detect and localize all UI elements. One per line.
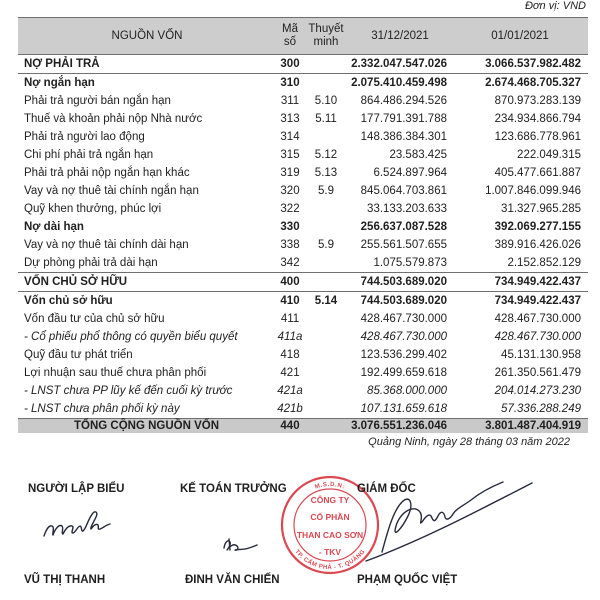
row-label: - LNST chưa PP lũy kế đến cuối kỳ trước — [24, 385, 233, 397]
row-label: Phải trả người lao động — [24, 131, 145, 143]
value-01-01-2021: 222.049.315 — [517, 149, 581, 161]
row-note — [304, 364, 348, 382]
row-code: 314 — [280, 131, 300, 143]
seal-line-4: - TKV — [318, 547, 342, 557]
table-footer — [18, 419, 588, 434]
value-01-01-2021: 392.069.277.155 — [494, 221, 581, 233]
value-01-01-2021: 734.949.422.437 — [494, 295, 581, 307]
value-31-12-2021: 23.583.425 — [389, 149, 447, 161]
row-note — [304, 74, 348, 93]
row-label: NỢ PHẢI TRẢ — [18, 55, 276, 74]
value-31-12-2021: 744.503.689.020 — [360, 295, 447, 307]
row-note: 5.13 — [314, 167, 338, 179]
value-01-01-2021: 1.007.846.099.946 — [485, 185, 581, 197]
row-note: 5.9 — [318, 185, 334, 197]
row-code: 315 — [280, 149, 300, 161]
value-31-12-2021: 428.467.730.000 — [360, 331, 447, 343]
row-label: - LNST chưa phân phối kỳ này — [24, 403, 180, 415]
row-note: 5.12 — [314, 149, 338, 161]
row-note — [304, 382, 348, 400]
value-31-12-2021: 256.637.087.528 — [360, 221, 447, 233]
seal-arc-top-text: M.S.D.N: — [314, 481, 346, 491]
company-seal — [278, 473, 382, 577]
row-code: 311 — [280, 95, 300, 107]
header-31-12-2021: 31/12/2021 — [348, 18, 452, 55]
row-code: 342 — [280, 257, 300, 269]
row-code: 411 — [280, 313, 300, 325]
row-code: 421b — [277, 403, 303, 415]
row-code: 320 — [280, 185, 300, 197]
table-row — [18, 364, 588, 382]
table-row — [18, 55, 588, 74]
row-note — [304, 254, 348, 273]
value-31-12-2021: 123.536.299.402 — [360, 349, 447, 361]
row-note: 5.14 — [314, 295, 338, 307]
signature-title-preparer: NGƯỜI LẬP BIỂU — [28, 483, 125, 495]
table-body — [18, 55, 588, 419]
table-row — [18, 400, 588, 419]
row-note — [304, 218, 348, 236]
row-label: Lợi nhuận sau thuế chưa phân phối — [24, 367, 207, 379]
signature-title-chief-accountant: KẾ TOÁN TRƯỞNG — [180, 483, 287, 495]
row-label: Vay và nợ thuê tài chính ngắn hạn — [24, 185, 199, 197]
value-31-12-2021: 744.503.689.020 — [348, 273, 452, 292]
table-header — [18, 18, 588, 55]
row-code: 319 — [280, 167, 300, 179]
row-note — [304, 55, 348, 74]
row-code: 400 — [276, 273, 304, 292]
row-code: 338 — [280, 239, 300, 251]
table-row — [18, 346, 588, 364]
row-label: Vay và nợ thuê tài chính dài hạn — [24, 239, 189, 251]
signature-preparer — [44, 512, 110, 536]
row-label: Quỹ đầu tư phát triển — [24, 349, 133, 361]
table-row — [18, 236, 588, 254]
row-code: 300 — [276, 55, 304, 74]
row-note — [304, 400, 348, 419]
value-01-01-2021: 234.934.866.794 — [494, 113, 581, 125]
value-01-01-2021: 405.477.661.887 — [494, 167, 581, 179]
table-row — [18, 74, 588, 93]
value-31-12-2021: 255.561.507.655 — [360, 239, 447, 251]
row-label: Chi phí phải trả ngắn hạn — [24, 149, 154, 161]
row-label: Thuế và khoản phải nộp Nhà nước — [24, 113, 203, 125]
value-01-01-2021: 261.350.561.479 — [494, 367, 581, 379]
value-31-12-2021: 864.486.294.526 — [360, 95, 447, 107]
row-code: 421a — [277, 385, 303, 397]
row-code: 421 — [280, 367, 300, 379]
row-note: 5.11 — [315, 113, 337, 125]
table-row — [18, 92, 588, 110]
place-date-line: Quảng Ninh, ngày 28 tháng 03 năm 2022 — [368, 436, 570, 448]
balance-sheet-table — [18, 17, 588, 433]
value-31-12-2021: 6.524.897.964 — [373, 167, 447, 179]
seal-line-2: CỔ PHẦN — [310, 512, 350, 522]
row-code: 410 — [280, 295, 300, 307]
header-code: Mã số — [276, 18, 304, 55]
row-note: 5.9 — [318, 239, 334, 251]
total-row — [18, 419, 588, 434]
seal-line-3: THAN CAO SƠN — [296, 530, 364, 540]
row-note: 5.10 — [314, 95, 338, 107]
value-31-12-2021: 192.499.659.618 — [360, 367, 447, 379]
table-row — [18, 382, 588, 400]
table-row — [18, 200, 588, 218]
header-01-01-2021: 01/01/2021 — [452, 18, 588, 55]
row-label: Nợ dài hạn — [24, 221, 84, 233]
row-note — [304, 273, 348, 292]
total-code: 440 — [276, 419, 304, 434]
table-row — [18, 164, 588, 182]
row-label: Vốn chủ sở hữu — [24, 295, 113, 307]
row-code: 418 — [280, 349, 300, 361]
signature-name-preparer: VŨ THỊ THANH — [24, 574, 106, 586]
row-code: 322 — [280, 203, 300, 215]
table-row — [18, 218, 588, 236]
header-note: Thuyết minh — [304, 18, 348, 55]
row-label: Nợ ngắn hạn — [24, 77, 95, 89]
value-01-01-2021: 870.973.283.139 — [494, 95, 581, 107]
seal-line-1: CÔNG TY — [310, 495, 350, 505]
total-label: TỔNG CỘNG NGUỒN VỐN — [18, 419, 276, 434]
row-code: 411a — [277, 331, 303, 343]
total-value-31-12-2021: 3.076.551.236.046 — [348, 419, 452, 434]
row-note — [304, 200, 348, 218]
signature-title-director: GIÁM ĐỐC — [357, 483, 416, 495]
value-31-12-2021: 2.332.047.547.026 — [348, 55, 452, 74]
row-code: 330 — [280, 221, 300, 233]
value-31-12-2021: 177.791.391.788 — [360, 113, 447, 125]
value-31-12-2021: 148.386.384.301 — [360, 131, 447, 143]
row-label: - Cổ phiếu phổ thông có quyền biểu quyết — [24, 331, 238, 343]
table-row — [18, 254, 588, 273]
value-31-12-2021: 845.064.703.861 — [360, 185, 447, 197]
unit-label: Đơn vị: VND — [524, 0, 586, 12]
value-01-01-2021: 45.131.130.958 — [501, 349, 581, 361]
total-value-01-01-2021: 3.801.487.404.919 — [452, 419, 588, 434]
value-31-12-2021: 107.131.659.618 — [360, 403, 447, 415]
value-01-01-2021: 428.467.730.000 — [494, 313, 581, 325]
table-row — [18, 110, 588, 128]
signature-chief-accountant-tick — [229, 539, 230, 550]
header-source: NGUỒN VỐN — [18, 18, 276, 55]
table-row — [18, 310, 588, 328]
signature-name-director: PHẠM QUỐC VIỆT — [357, 574, 458, 586]
signature-name-chief-accountant: ĐINH VĂN CHIẾN — [185, 574, 280, 586]
value-01-01-2021: 2.674.468.705.327 — [485, 77, 581, 89]
value-01-01-2021: 123.686.778.961 — [494, 131, 581, 143]
row-code: 313 — [280, 113, 300, 125]
value-31-12-2021: 85.368.000.000 — [367, 385, 447, 397]
total-note — [304, 419, 348, 434]
signature-chief-accountant — [224, 541, 257, 550]
value-01-01-2021: 428.467.730.000 — [494, 331, 581, 343]
value-01-01-2021: 31.327.965.285 — [501, 203, 581, 215]
table-row — [18, 328, 588, 346]
table-row — [18, 146, 588, 164]
value-01-01-2021: 57.336.288.249 — [501, 403, 581, 415]
row-label: Phải trả phải nộp ngắn hạn khác — [24, 167, 190, 179]
row-note — [304, 346, 348, 364]
row-label: Vốn đầu tư của chủ sở hữu — [24, 313, 165, 325]
seal-arc-bottom-text: TP. CẨM PHẢ - T. QUẢNG — [293, 548, 367, 572]
value-01-01-2021: 2.152.852.129 — [507, 257, 581, 269]
value-01-01-2021: 734.949.422.437 — [452, 273, 588, 292]
seal-outer-ring — [282, 477, 378, 573]
value-01-01-2021: 389.916.426.026 — [494, 239, 581, 251]
value-31-12-2021: 428.467.730.000 — [360, 313, 447, 325]
table-row — [18, 292, 588, 311]
row-label: Dự phòng phải trả dài hạn — [24, 257, 158, 269]
value-01-01-2021: 204.014.273.230 — [494, 385, 581, 397]
value-31-12-2021: 1.075.579.873 — [373, 257, 447, 269]
value-01-01-2021: 3.066.537.982.482 — [452, 55, 588, 74]
row-note — [304, 328, 348, 346]
value-31-12-2021: 2.075.410.459.498 — [351, 77, 447, 89]
row-note — [304, 310, 348, 328]
header-row — [18, 18, 588, 55]
table-row — [18, 182, 588, 200]
table-row — [18, 273, 588, 292]
row-label: Quỹ khen thưởng, phúc lợi — [24, 203, 162, 215]
row-label: VỐN CHỦ SỞ HỮU — [18, 273, 276, 292]
row-label: Phải trả người bán ngắn hạn — [24, 95, 171, 107]
row-code: 310 — [280, 77, 300, 89]
table-row — [18, 128, 588, 146]
value-31-12-2021: 33.133.203.633 — [367, 203, 447, 215]
row-note — [304, 128, 348, 146]
